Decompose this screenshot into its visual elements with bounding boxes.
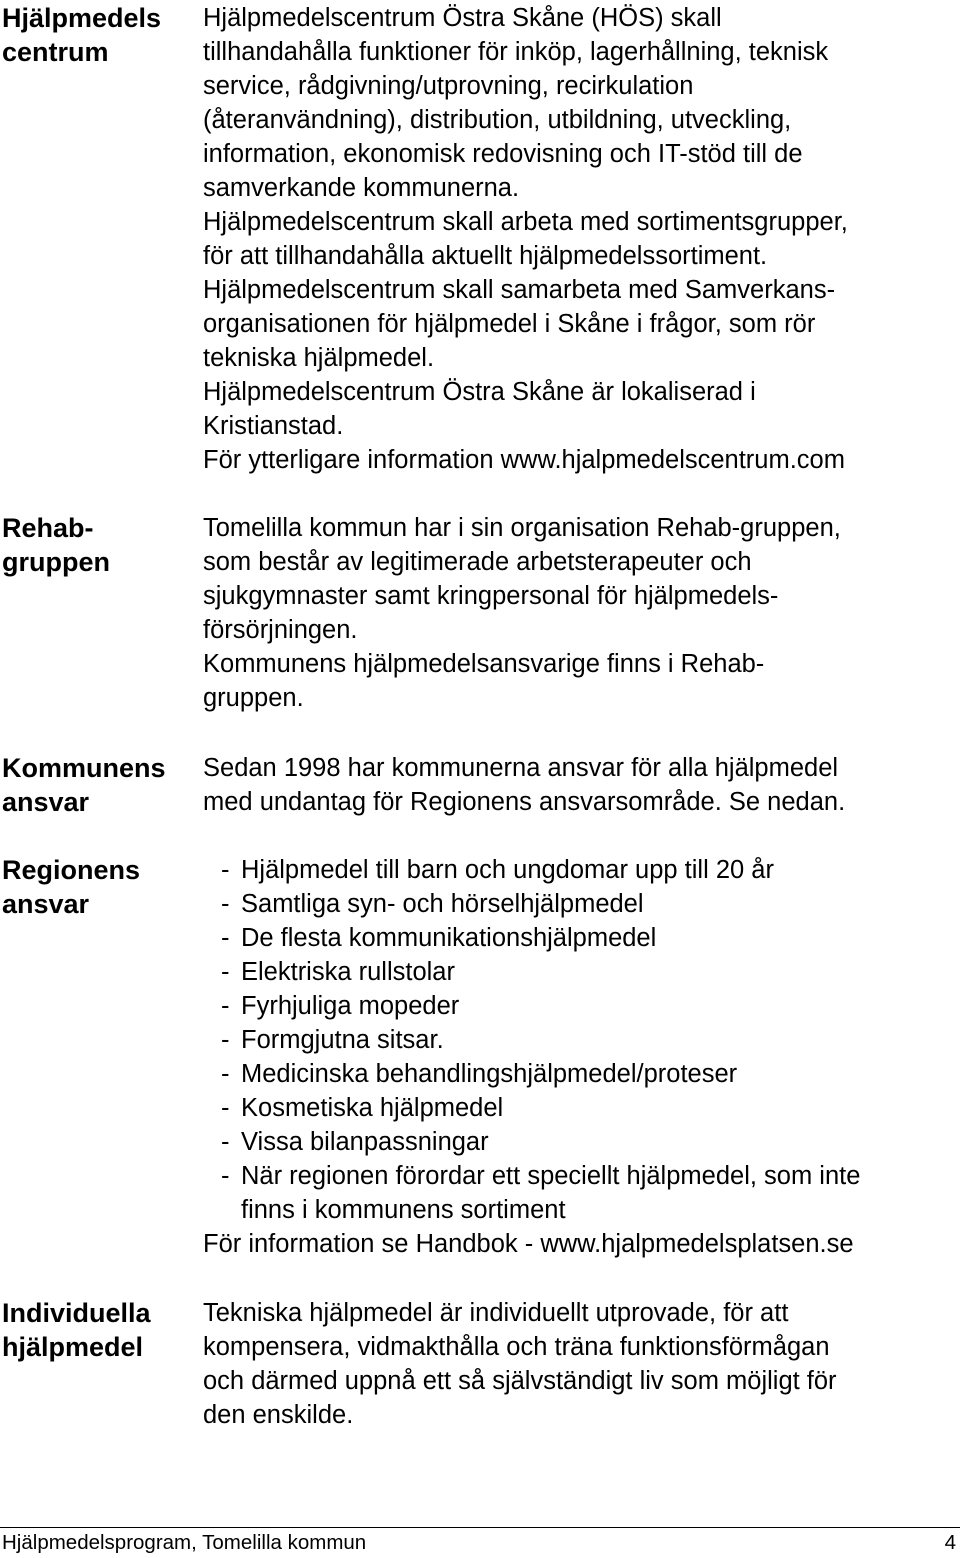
list-item — [221, 853, 960, 887]
list-item-text: Medicinska behandlingshjälpmedel/proteser — [241, 1060, 738, 1088]
body-line: sjukgymnaster samt kringpersonal för hjälpmedels- — [203, 582, 779, 610]
list-item — [221, 1125, 960, 1159]
dash-bullet: - — [221, 1060, 230, 1088]
label-line: hjälpmedel — [2, 1332, 144, 1362]
list-item-text: De flesta kommunikationshjälpmedel — [241, 924, 657, 952]
label-line: ansvar — [2, 889, 90, 919]
section-label — [2, 751, 197, 819]
body-line: samverkande kommunerna. — [203, 174, 520, 202]
list-item-text: När regionen förordar ett speciellt hjälpmedel, som inte — [241, 1162, 861, 1190]
section-label — [2, 511, 197, 579]
list-item-text: Samtliga syn- och hörselhjälpmedel — [241, 890, 644, 918]
page-number: 4 — [944, 1531, 956, 1554]
body-line: Hjälpmedelscentrum skall arbeta med sortimentsgrupper, — [203, 208, 848, 236]
regionens-bullet-list — [221, 853, 960, 1227]
body-line: service, rådgivning/utprovning, recirkulation — [203, 72, 694, 100]
dash-bullet: - — [221, 1094, 230, 1122]
section-body — [203, 511, 960, 715]
body-line: tekniska hjälpmedel. — [203, 344, 435, 372]
body-line: Tomelilla kommun har i sin organisation Rehab-gruppen, — [203, 514, 841, 542]
dash-bullet: - — [221, 958, 230, 986]
list-item — [221, 1159, 960, 1227]
dash-bullet: - — [221, 1026, 230, 1054]
list-item-text: Vissa bilanpassningar — [241, 1128, 489, 1156]
body-line: tillhandahålla funktioner för inköp, lagerhållning, teknisk — [203, 38, 829, 66]
section-label — [2, 853, 197, 921]
info-text: För information se Handbok - www.hjalpmedelsplatsen.se — [203, 1230, 854, 1258]
dash-bullet: - — [221, 924, 230, 952]
section-body — [203, 1296, 960, 1432]
body-line: organisationen för hjälpmedel i Skåne i frågor, som rör — [203, 310, 816, 338]
body-line: Kristianstad. — [203, 412, 344, 440]
label-line: Regionens — [2, 855, 141, 885]
label-line: Individuella — [2, 1298, 151, 1328]
section-label — [2, 1, 197, 69]
body-line: gruppen. — [203, 684, 304, 712]
regionens-info-line — [203, 1227, 960, 1261]
body-line: Hjälpmedelscentrum Östra Skåne är lokaliserad i — [203, 378, 756, 406]
body-line: Tekniska hjälpmedel är individuellt utprovade, för att — [203, 1299, 789, 1327]
dash-bullet: - — [221, 1128, 230, 1156]
list-item — [221, 921, 960, 955]
body-line: (återanvändning), distribution, utbildning, utveckling, — [203, 106, 792, 134]
list-item-text: Fyrhjuliga mopeder — [241, 992, 460, 1020]
list-item — [221, 1057, 960, 1091]
list-item-text: Formgjutna sitsar. — [241, 1026, 444, 1054]
body-line: För ytterligare information www.hjalpmedelscentrum.com — [203, 446, 845, 474]
list-item — [221, 887, 960, 921]
list-item-text: Elektriska rullstolar — [241, 958, 455, 986]
section-body — [203, 1, 960, 477]
body-line: den enskilde. — [203, 1401, 354, 1429]
dash-bullet: - — [221, 1162, 230, 1190]
dash-bullet: - — [221, 890, 230, 918]
body-line: Kommunens hjälpmedelsansvarige finns i Rehab- — [203, 650, 765, 678]
footer-title: Hjälpmedelsprogram, Tomelilla kommun — [2, 1531, 367, 1554]
label-line: ansvar — [2, 787, 90, 817]
list-item-text: finns i kommunens sortiment — [241, 1196, 566, 1224]
body-line: information, ekonomisk redovisning och IT-stöd till de — [203, 140, 803, 168]
label-line: centrum — [2, 37, 109, 67]
page-footer — [0, 1528, 960, 1558]
label-line: Hjälpmedels — [2, 3, 162, 33]
body-line: Hjälpmedelscentrum skall samarbeta med Samverkans- — [203, 276, 836, 304]
body-line: försörjningen. — [203, 616, 358, 644]
body-line: med undantag för Regionens ansvarsområde. Se nedan. — [203, 788, 846, 816]
dash-bullet: - — [221, 856, 230, 884]
body-line: Sedan 1998 har kommunerna ansvar för alla hjälpmedel — [203, 754, 839, 782]
body-line: och därmed uppnå ett så självständigt liv som möjligt för — [203, 1367, 837, 1395]
dash-bullet: - — [221, 992, 230, 1020]
label-line: Kommunens — [2, 753, 166, 783]
list-item-text: Kosmetiska hjälpmedel — [241, 1094, 504, 1122]
list-item — [221, 1091, 960, 1125]
list-item — [221, 955, 960, 989]
label-line: Rehab- — [2, 513, 94, 543]
label-line: gruppen — [2, 547, 110, 577]
list-item — [221, 1023, 960, 1057]
body-line: för att tillhandahålla aktuellt hjälpmedelssortiment. — [203, 242, 768, 270]
list-item — [221, 989, 960, 1023]
list-item-text: Hjälpmedel till barn och ungdomar upp till 20 år — [241, 856, 774, 884]
section-body — [203, 751, 960, 819]
section-label — [2, 1296, 197, 1364]
body-line: kompensera, vidmakthålla och träna funktionsförmågan — [203, 1333, 830, 1361]
body-line: som består av legitimerade arbetsterapeuter och — [203, 548, 752, 576]
body-line: Hjälpmedelscentrum Östra Skåne (HÖS) skall — [203, 4, 722, 32]
